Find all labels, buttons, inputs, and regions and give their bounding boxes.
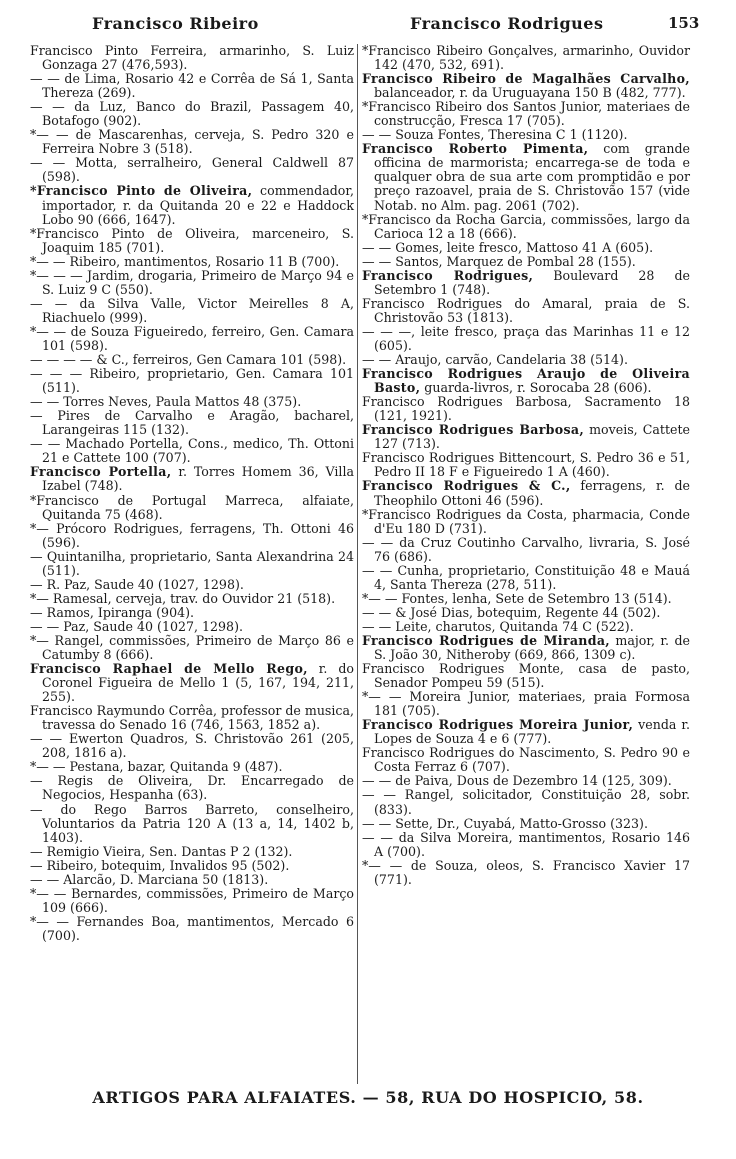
entry-text: *— — Ribeiro, mantimentos, Rosario 11 B (700). (30, 253, 340, 269)
entry-text: *Francisco Ribeiro Gonçalves, armarinho, Ouvidor 142 (470, 532, 691). (362, 43, 690, 73)
entry-text: — — Rangel, solicitador, Constituição 28, sobr. (833). (362, 787, 690, 817)
entry-text: — — da Silva Valle, Victor Meirelles 8 A, Riachuelo (999). (30, 295, 354, 325)
entry-text: — — da Cruz Coutinho Carvalho, livraria, S. José 76 (686). (362, 534, 690, 564)
entry-text: r. Torres Homem 36, Villa Izabel (748). (42, 464, 354, 494)
entry-text: — Quintanilha, proprietario, Santa Alexandrina 24 (511). (30, 548, 354, 578)
entry-text: com grande officina de marmorista; encarrega-se de toda e qualquer obra de sua arte com promptidão e por preço razoavel, praia de S. Christovão 157 (vide Notab. no Alm. pag. 2061 (702). (374, 141, 690, 213)
entry-text: guarda-livros, r. Sorocaba 28 (606). (420, 380, 652, 396)
entry-text: — — Ewerton Quadros, S. Christovão 261 (205, 208, 1816 a). (30, 731, 354, 761)
entry-text: ferragens, r. de Theophilo Ottoni 46 (596). (374, 478, 691, 508)
entry-name: Francisco Raphael de Mello Rego, (30, 661, 308, 677)
entry-text: — — Souza Fontes, Theresina C 1 (1120). (362, 127, 628, 143)
directory-entry (30, 887, 354, 915)
entry-text: *— — Moreira Junior, materiaes, praia Formosa 181 (705). (362, 689, 690, 719)
entry-text: — — Leite, charutos, Quitanda 74 C (522). (362, 618, 634, 634)
entry-text: — — Machado Portella, Cons., medico, Th. Ottoni 21 e Cattete 100 (707). (30, 436, 354, 466)
directory-entry (362, 255, 690, 269)
footer-advertisement: ARTIGOS PARA ALFAIATES. — 58, RUA DO HOSPICIO, 58. (92, 1088, 644, 1107)
entry-text: — — Alarcão, D. Marciana 50 (1813). (30, 871, 269, 887)
directory-entry (362, 128, 690, 142)
entry-text: *— — Bernardes, commissões, Primeiro de Março 109 (666). (30, 885, 354, 915)
directory-entry (362, 44, 690, 72)
entry-text: — — Paz, Saude 40 (1027, 1298). (30, 618, 243, 634)
header-right-name: Francisco Rodrigues (410, 14, 604, 33)
directory-entry (362, 451, 690, 479)
directory-entry (362, 774, 690, 788)
entry-text: Francisco Rodrigues do Nascimento, S. Pedro 90 e Costa Ferraz 6 (707). (362, 745, 690, 775)
directory-entry (30, 269, 354, 297)
entry-text: moveis, Cattete 127 (713). (374, 422, 690, 452)
entry-name: Francisco Rodrigues & C., (362, 478, 571, 494)
directory-entry (30, 859, 354, 873)
directory-entry (362, 72, 690, 100)
entry-text: *— Prócoro Rodrigues, ferragens, Th. Ottoni 46 (596). (30, 520, 354, 550)
entry-text: — — Gomes, leite fresco, Mattoso 41 A (605). (362, 239, 654, 255)
directory-entry (362, 100, 690, 128)
entry-text: — — Santos, Marquez de Pombal 28 (155). (362, 253, 636, 269)
entry-text: *— — de Souza, oleos, S. Francisco Xavier 17 (771). (362, 857, 690, 887)
entry-name: Francisco Portella, (30, 464, 172, 480)
directory-entry (30, 395, 354, 409)
directory-entry (362, 367, 690, 395)
entry-name: Francisco Roberto Pimenta, (362, 141, 589, 157)
entry-text: — — — Ribeiro, proprietario, Gen. Camara 101 (511). (30, 366, 354, 396)
entry-name: Francisco Ribeiro de Magalhães Carvalho, (362, 71, 690, 87)
directory-entry (362, 241, 690, 255)
directory-entry (362, 690, 690, 718)
directory-entry (30, 634, 354, 662)
entry-text: — Ribeiro, botequim, Invalidos 95 (502). (30, 857, 290, 873)
directory-entry (30, 297, 354, 325)
entry-text: — — de Lima, Rosario 42 e Corrêa de Sá 1, Santa Thereza (269). (30, 71, 354, 101)
entry-text: *Francisco de Portugal Marreca, alfaiate, Quitanda 75 (468). (30, 492, 354, 522)
directory-entry (362, 536, 690, 564)
directory-entry (30, 494, 354, 522)
entry-name: Francisco Rodrigues, (362, 267, 534, 283)
entry-text: Francisco Rodrigues do Amaral, praia de S. Christovão 53 (1813). (362, 295, 690, 325)
entry-name: Francisco Rodrigues Moreira Junior, (362, 717, 634, 733)
directory-entry (362, 831, 690, 859)
entry-text: — — da Luz, Banco do Brazil, Passagem 40, Botafogo (902). (30, 99, 354, 129)
directory-entry (30, 409, 354, 437)
directory-entry (30, 227, 354, 255)
directory-entry (362, 142, 690, 212)
directory-entry (362, 788, 690, 816)
entry-text: *— Rangel, commissões, Primeiro de Março 86 e Catumby 8 (666). (30, 632, 354, 663)
entry-text: *Francisco Ribeiro dos Santos Junior, materiaes de construcção, Fresca 17 (705). (362, 99, 690, 129)
entry-text: — Regis de Oliveira, Dr. Encarregado de Negocios, Hespanha (63). (30, 773, 354, 803)
directory-entry (30, 465, 354, 493)
directory-entry (30, 620, 354, 634)
page-header (0, 14, 736, 40)
directory-entry (362, 508, 690, 536)
directory-entry (30, 255, 354, 269)
directory-entry (362, 817, 690, 831)
entry-text: major, r. de S. João 30, Nitheroby (669, 866, 1309 c). (374, 632, 690, 663)
directory-entry (30, 100, 354, 128)
entry-text: Francisco Raymundo Corrêa, professor de musica, travessa do Senado 16 (746, 1563, 1852 a). (30, 703, 354, 733)
directory-entry (30, 44, 354, 72)
page-number: 153 (668, 14, 700, 32)
directory-entry (362, 564, 690, 592)
directory-entry (30, 592, 354, 606)
directory-entry (362, 325, 690, 353)
directory-entry (30, 578, 354, 592)
directory-entry (30, 550, 354, 578)
directory-entry (362, 395, 690, 423)
entry-text: balanceador, r. da Uruguayana 150 B (482, 777). (374, 85, 686, 101)
entry-text: — do Rego Barros Barreto, conselheiro, Voluntarios da Patria 120 A (13 a, 14, 1402 b, 1403). (30, 801, 354, 845)
entry-text: *— — Fontes, lenha, Sete de Setembro 13 (514). (362, 590, 672, 606)
directory-entry (30, 367, 354, 395)
directory-entry (362, 746, 690, 774)
entry-name: Francisco Rodrigues de Miranda, (362, 632, 610, 648)
entry-text: — — Sette, Dr., Cuyabá, Matto-Grosso (323). (362, 815, 648, 831)
directory-entry (30, 915, 354, 943)
directory-entry (362, 423, 690, 451)
entry-text: — — Cunha, proprietario, Constituição 48 e Mauá 4, Santa Thereza (278, 511). (362, 562, 690, 592)
entry-text: *Francisco da Rocha Garcia, commissões, largo da Carioca 12 a 18 (666). (362, 211, 690, 241)
directory-entry (362, 859, 690, 887)
entry-text: — — da Silva Moreira, mantimentos, Rosario 146 A (700). (362, 829, 690, 859)
entry-text: — — de Paiva, Dous de Dezembro 14 (125, 309). (362, 773, 672, 789)
directory-entry (362, 662, 690, 690)
directory-entry (362, 620, 690, 634)
directory-entry (30, 873, 354, 887)
entry-text: *— — de Mascarenhas, cerveja, S. Pedro 320 e Ferreira Nobre 3 (518). (30, 127, 354, 157)
entry-text: — R. Paz, Saude 40 (1027, 1298). (30, 576, 244, 592)
entry-text: — — Motta, serralheiro, General Caldwell 87 (598). (30, 155, 354, 185)
directory-entry (30, 662, 354, 704)
directory-entry (30, 774, 354, 802)
entry-text: — Ramos, Ipiranga (904). (30, 604, 195, 620)
directory-entry (362, 297, 690, 325)
entry-text: venda r. Lopes de Souza 4 e 6 (777). (374, 717, 691, 747)
directory-entry (362, 213, 690, 241)
entry-text: Francisco Rodrigues Bittencourt, S. Pedro 36 e 51, Pedro II 18 F e Figueiredo 1 A (460). (362, 450, 690, 480)
entry-text: — Remigio Vieira, Sen. Dantas P 2 (132). (30, 843, 293, 859)
directory-entry (362, 479, 690, 507)
directory-entry (30, 845, 354, 859)
directory-entry (30, 437, 354, 465)
entry-text: — Pires de Carvalho e Aragão, bacharel, Larangeiras 115 (132). (30, 408, 354, 438)
entry-text: r. do Coronel Figueira de Mello 1 (5, 167, 194, 211, 255). (42, 661, 354, 705)
directory-entry (30, 803, 354, 845)
directory-entry (362, 606, 690, 620)
entry-text: Francisco Rodrigues Barbosa, Sacramento 18 (121, 1921). (362, 394, 690, 424)
directory-entry (30, 72, 354, 100)
entry-text: Boulevard 28 de Setembro 1 (748). (374, 267, 690, 297)
entry-text: *— — — Jardim, drogaria, Primeiro de Março 94 e S. Luiz 9 C (550). (30, 267, 354, 297)
entry-text: *— — Pestana, bazar, Quitanda 9 (487). (30, 759, 283, 775)
entry-name: Francisco Rodrigues Araujo de Oliveira Basto, (362, 366, 690, 396)
directory-entry (362, 592, 690, 606)
directory-entry (30, 606, 354, 620)
column-divider (357, 44, 358, 1084)
entry-text: *— Ramesal, cerveja, trav. do Ouvidor 21 (518). (30, 590, 336, 606)
entry-text: — — —, leite fresco, praça das Marinhas 11 e 12 (605). (362, 323, 690, 353)
directory-entry (30, 128, 354, 156)
directory-entry (30, 522, 354, 550)
directory-entry (362, 634, 690, 662)
header-left-name: Francisco Ribeiro (92, 14, 259, 33)
directory-entry (30, 353, 354, 367)
entry-text: — — & José Dias, botequim, Regente 44 (502). (362, 604, 661, 620)
left-column (30, 44, 354, 943)
entry-name: *Francisco Pinto de Oliveira, (30, 183, 253, 199)
entry-text: *Francisco Rodrigues da Costa, pharmacia, Conde d'Eu 180 D (731). (362, 506, 690, 536)
entry-text: *— — de Souza Figueiredo, ferreiro, Gen. Camara 101 (598). (30, 323, 354, 353)
entry-text: *Francisco Pinto de Oliveira, marceneiro, S. Joaquim 185 (701). (30, 225, 354, 255)
entry-text: Francisco Pinto Ferreira, armarinho, S. Luiz Gonzaga 27 (476,593). (30, 43, 354, 73)
right-column (362, 44, 690, 887)
entry-text: — — — — & C., ferreiros, Gen Camara 101 (598). (30, 352, 347, 368)
directory-entry (30, 732, 354, 760)
entry-text: — — Araujo, carvão, Candelaria 38 (514). (362, 352, 628, 368)
directory-entry (30, 156, 354, 184)
entry-text: Francisco Rodrigues Monte, casa de pasto, Senador Pompeu 59 (515). (362, 661, 690, 691)
directory-entry (30, 184, 354, 226)
directory-entry (30, 325, 354, 353)
directory-entry (30, 704, 354, 732)
directory-entry (30, 760, 354, 774)
directory-entry (362, 353, 690, 367)
directory-entry (362, 269, 690, 297)
entry-name: Francisco Rodrigues Barbosa, (362, 422, 585, 438)
entry-text: *— — Fernandes Boa, mantimentos, Mercado 6 (700). (30, 913, 354, 943)
entry-text: commendador, importador, r. da Quitanda 20 e 22 e Haddock Lobo 90 (666, 1647). (42, 183, 354, 227)
directory-entry (362, 718, 690, 746)
entry-text: — — Torres Neves, Paula Mattos 48 (375). (30, 394, 302, 410)
